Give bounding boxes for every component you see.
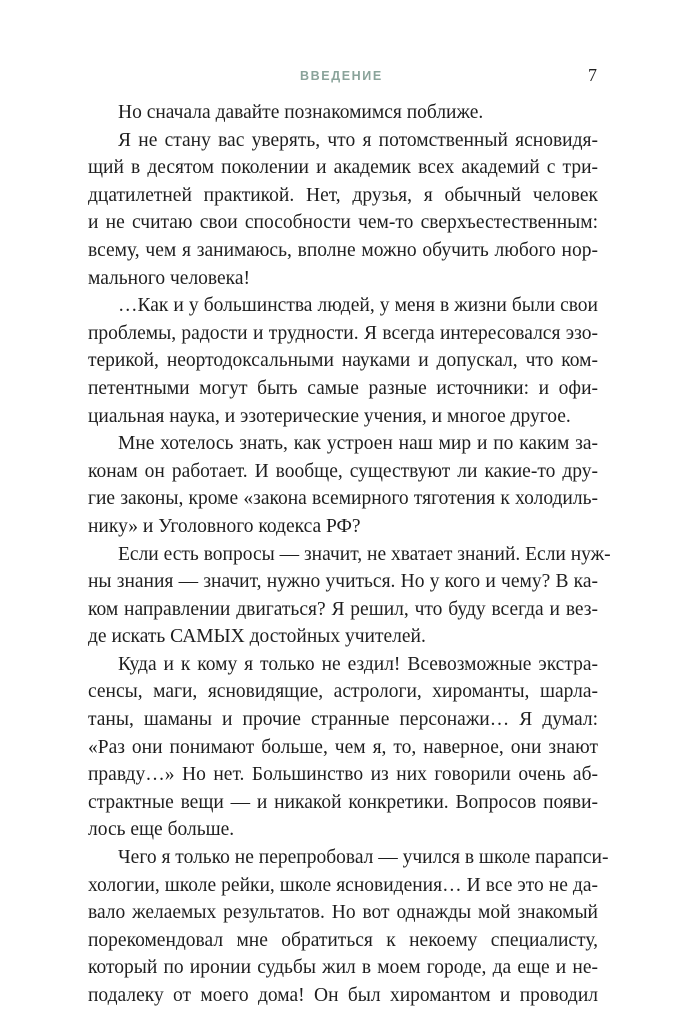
text-line: Мне хотелось знать, как устроен наш мир и по каким за-: [118, 433, 598, 455]
text-line: порекомендовал мне обратиться к некоему специалисту,: [88, 929, 598, 951]
text-line: …Как и у большинства людей, у меня в жизни были свои: [118, 295, 598, 317]
text-line: Чего я только не перепробовал — учился в школе парапси-: [118, 847, 609, 869]
text-line: де искать САМЫХ достойных учителей.: [88, 626, 426, 648]
text-line: правду…» Но нет. Большинство из них говорили очень аб-: [88, 764, 598, 786]
text-line: «Раз они понимают больше, чем я, то, наверное, они знают: [88, 736, 598, 758]
text-line: вало желаемых результатов. Но вот однажды мой знакомый: [88, 902, 598, 924]
text-line: гие законы, кроме «закона всемирного тяготения к холодиль-: [88, 488, 598, 510]
text-line: сенсы, маги, ясновидящие, астрологи, хироманты, шарла-: [88, 681, 598, 703]
text-line: терикой, неортодоксальными науками и допускал, что ком-: [88, 350, 598, 372]
text-line: проблемы, радости и трудности. Я всегда интересовался эзо-: [88, 322, 598, 344]
text-line: петентными могут быть самые разные источники: и офи-: [88, 377, 598, 399]
text-line: Я не стану вас уверять, что я потомственный ясновидя-: [118, 129, 598, 151]
text-line: циальная наука, и эзотерические учения, и многое другое.: [88, 405, 571, 427]
text-line: Если есть вопросы — значит, не хватает знаний. Если нуж-: [118, 543, 611, 565]
text-line: подалеку от моего дома! Он был хиромантом и проводил: [88, 985, 598, 1006]
text-line: таны, шаманы и прочие странные персонажи… Я думал:: [88, 709, 598, 731]
text-line: мального человека!: [88, 267, 250, 289]
text-line: Но сначала давайте познакомимся поближе.: [118, 102, 484, 123]
text-line: лось еще больше.: [88, 819, 235, 841]
running-header: ВВЕДЕНИЕ: [300, 69, 383, 83]
text-line: конам он работает. И вообще, существуют ли какие-то дру-: [88, 460, 598, 482]
body-text: [88, 99, 611, 1010]
text-line: и не считаю свои способности чем-то сверхъестественным:: [88, 212, 598, 234]
page-number: 7: [588, 65, 597, 85]
text-line: щий в десятом поколении и академик всех академий с три-: [88, 157, 598, 179]
text-line: всему, чем я занимаюсь, вполне можно обучить любого нор-: [88, 239, 598, 261]
text-line: ком направлении двигаться? Я решил, что буду всегда и вез-: [88, 598, 598, 620]
text-line: нику» и Уголовного кодекса РФ?: [88, 515, 361, 537]
text-line: Куда и к кому я только не ездил! Всевозможные экстра-: [118, 653, 598, 675]
text-line: дцатилетней практикой. Нет, друзья, я обычный человек: [88, 184, 598, 206]
text-line: страктные вещи — и никакой конкретики. Вопросов появи-: [88, 791, 598, 813]
text-line: хологии, школе рейки, школе ясновидения… И все это не да-: [88, 874, 598, 896]
text-line: который по иронии судьбы жил в моем городе, да еще и не-: [88, 957, 598, 979]
text-line: ны знания — значит, нужно учиться. Но у кого и чему? В ка-: [88, 571, 598, 593]
